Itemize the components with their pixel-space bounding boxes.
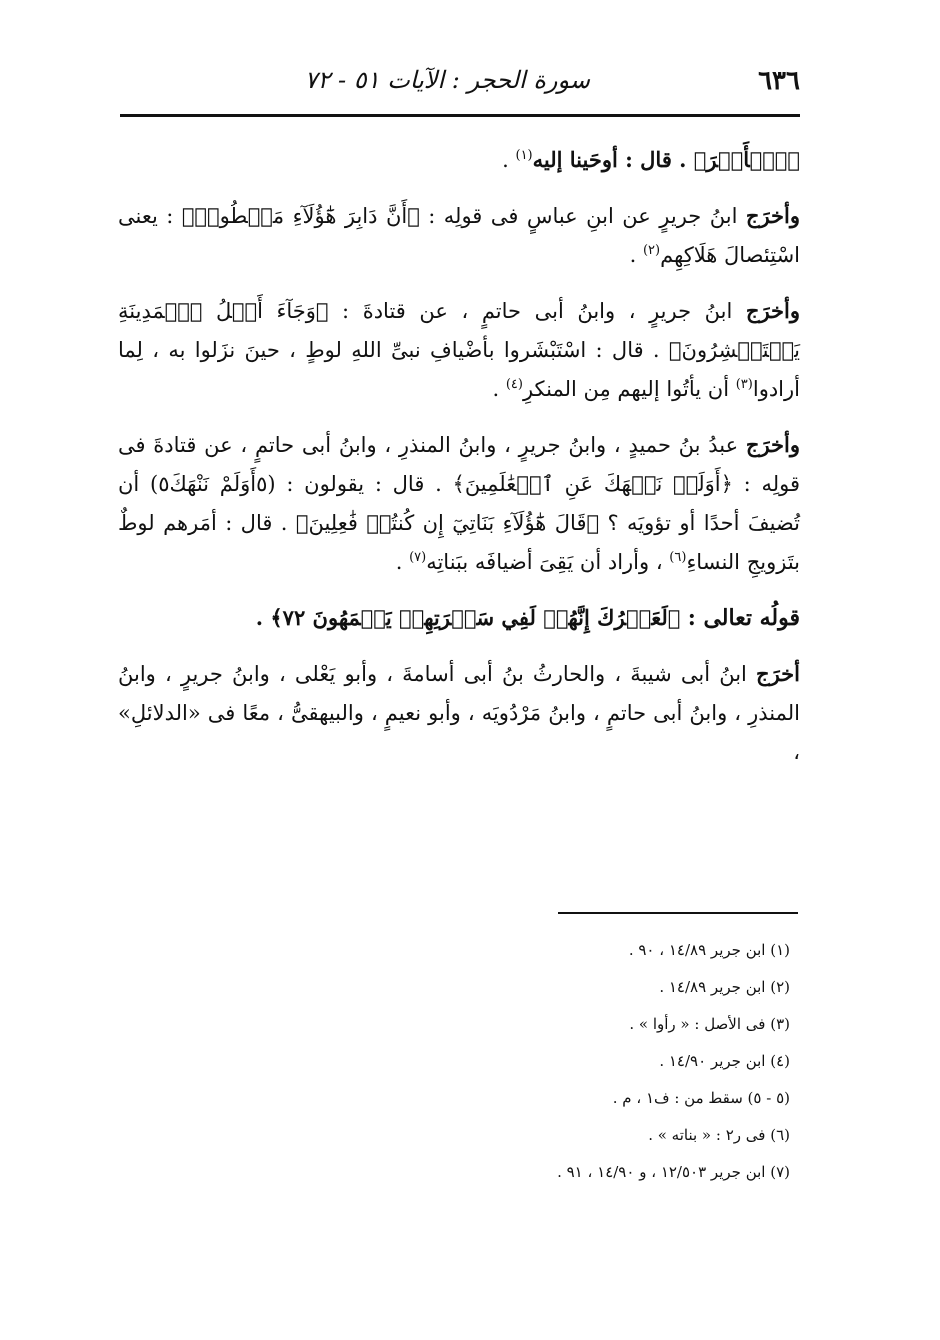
paragraph-tail: . <box>492 377 506 401</box>
footnote-ref: (١) <box>515 148 533 163</box>
page-number: ٦٣٦ <box>758 66 800 96</box>
running-title: سورة الحجر : الآيات ٥١ - ٧٢ <box>304 66 590 94</box>
paragraph-text: ابنُ جريرٍ عن ابنِ عباسٍ فى قولِه : ﴿أَنَّ دَابِرَ هَٰٓؤُلَآءِ مَقۡطُوعٞ﴾ : يعنى اسْتِئصالَ هَلَاكِهِم <box>118 204 800 267</box>
paragraph-lead: وأخرَج <box>745 432 800 457</box>
paragraph-lead: أخرَج <box>756 661 800 686</box>
paragraph-tail: . <box>629 243 643 267</box>
footnote-6: (٦) فى ر٢ : « بناته » . <box>648 1126 790 1144</box>
verse-heading <box>118 598 800 638</box>
footnote-2: (٢) ابن جرير ١٤/٨٩ . <box>659 978 790 996</box>
footnote-ref: (٣) <box>735 377 753 392</box>
footnote-ref: (٧) <box>409 550 427 565</box>
paragraph-text-2: ، وأراد أن يَقِىَ أضيافَه ببَناتِه <box>426 550 670 574</box>
header-rule <box>120 114 800 117</box>
paragraph-3 <box>118 291 800 409</box>
footnote-ref: (٢) <box>642 243 661 258</box>
footnote-5: (٥ - ٥) سقط من : ف١ ، م . <box>612 1089 790 1107</box>
paragraph-tail: . <box>395 550 410 574</box>
verse-heading-label: قولُه تعالى : <box>687 605 800 631</box>
footnotes <box>300 932 790 1191</box>
verse-heading-verse: ﴿لَعَمۡرُكَ إِنَّهُمۡ لَفِي سَكۡرَتِهِمۡ يَعۡمَهُونَ ٧٢﴾ . <box>255 605 688 630</box>
paragraph-4 <box>118 425 800 582</box>
paragraph-lead: وأخرَج <box>745 203 800 228</box>
page-header <box>120 60 800 104</box>
paragraph-text: عبدُ بنُ حميدٍ ، وابنُ جريرٍ ، وابنُ المنذرِ ، وابنُ أبى حاتمٍ ، عن قتادةَ فى قولِه : ﴿أَوَلَمۡ نَنۡهَكَ عَنِ ٱلۡعَٰلَمِينَ﴾ . قال : يقولون : ‏(٥أَوَلَمْ نَنْهَكَ٥)‏ أن تُضيفَ أحدًا أو تؤويَه ؟ ﴿قَالَ هَٰٓؤُلَآءِ بَنَاتِيٓ إِن كُنتُمۡ فَٰعِلِينَ﴾ . قال : أمَرهم لوطٌ بتَزويجِ النساءِ <box>118 433 800 574</box>
paragraph-1 <box>118 140 800 180</box>
footnote-rule <box>558 912 798 914</box>
paragraph-lead: وأخرَج <box>745 298 800 323</box>
paragraph-text: ابنُ جريرٍ ، وابنُ أبى حاتمٍ ، عن قتادةَ : ﴿وَجَآءَ أَهۡلُ ٱلۡمَدِينَةِ يَسۡتَبۡشِرُونَ﴾ . قال : اسْتَبْشَروا بأضْيافِ نبىِّ اللهِ لوطٍ ، حينَ نزَلوا به ، لِما أرادوا <box>118 299 800 401</box>
footnote-ref: (٦) <box>669 550 687 565</box>
footnote-7: (٧) ابن جرير ١٢/٥٠٣ ، و ١٤/٩٠ ، ٩١ . <box>557 1163 790 1181</box>
footnote-1: (١) ابن جرير ١٤/٨٩ ، ٩٠ . <box>628 941 790 959</box>
paragraph-text: ابنُ أبى شيبةَ ، والحارثُ بنُ أبى أسامةَ ، وأبو يَعْلى ، وابنُ جريرٍ ، وابنُ المنذرِ ، وابنُ أبى حاتمٍ ، وابنُ مَرْدُويَه ، وأبو نعيمٍ ، والبيهقىُّ ، معًا فى «الدلائلِ» ، <box>118 662 800 764</box>
footnote-4: (٤) ابن جرير ١٤/٩٠ . <box>659 1052 790 1070</box>
footnote-3: (٣) فى الأصل : « رأوا » . <box>629 1015 790 1033</box>
paragraph-2 <box>118 196 800 275</box>
paragraph-tail: . <box>502 148 516 172</box>
paragraph-5 <box>118 654 800 772</box>
paragraph-text-2: أن يأتُوا إليهم مِن المنكرِ <box>522 377 736 401</box>
paragraph-text: ﴿ٱلۡأَمۡرَ﴾ . قال : أوحَينا إليه <box>532 147 800 172</box>
main-text <box>118 140 800 788</box>
footnote-ref: (٤) <box>505 377 523 392</box>
